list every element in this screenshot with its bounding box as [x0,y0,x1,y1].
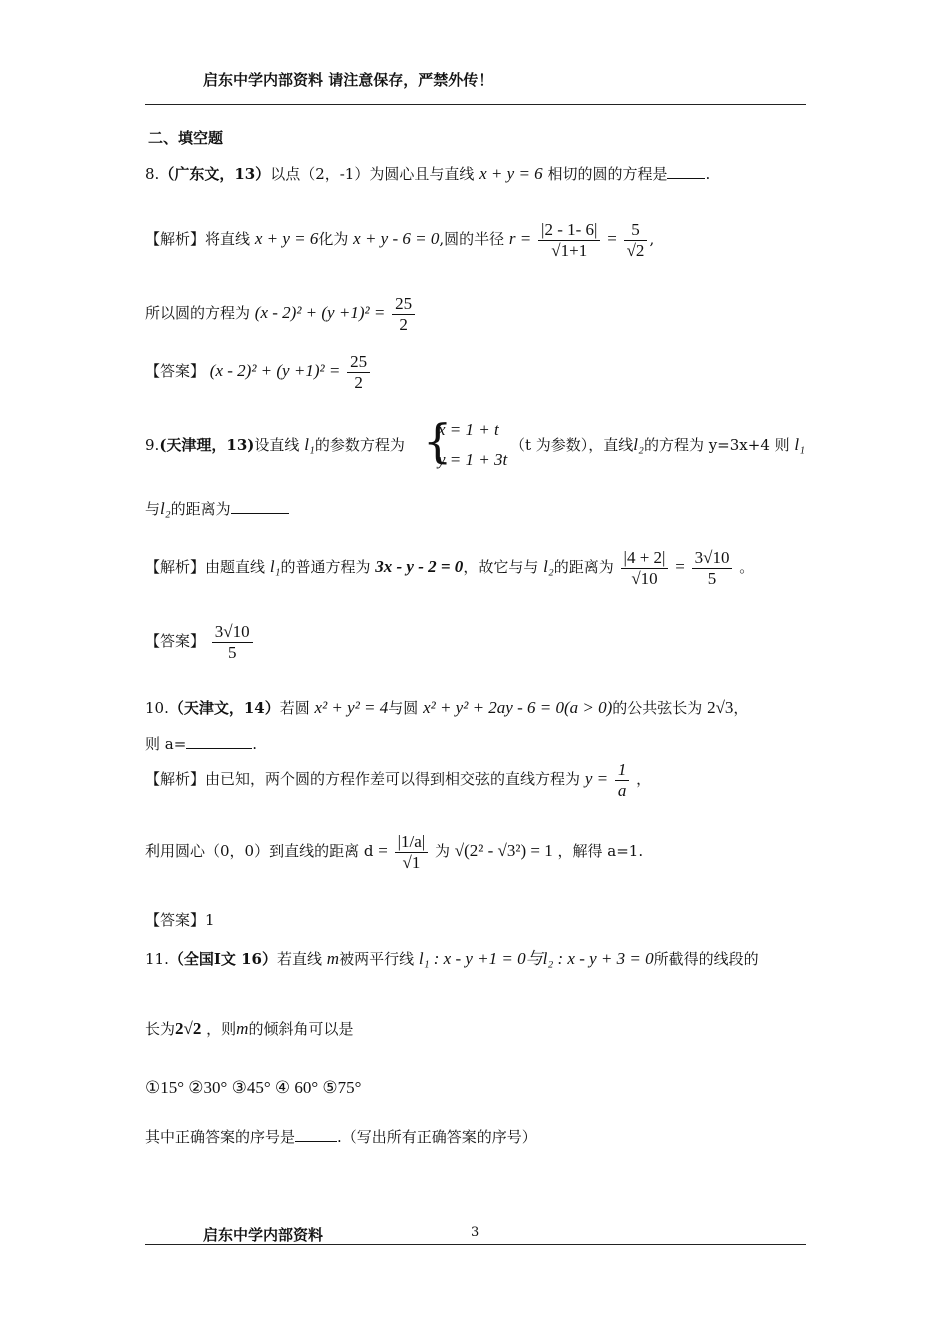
q8-circle-equation: 所以圆的方程为 (x - 2)² + (y +1)² = $\frac{25}{2}$ [145,294,417,334]
section-title: 二、填空题 [148,129,224,147]
q10-analysis-line2: 利用圆心（0，0）到直线的距离 d = $\frac{|1/a|}{√1}$ 为 √(2² - √3²) = 1 ，解得 a=1. [145,832,644,872]
q10-statement: 10.（天津文，14）若圆 x² + y² = 4与圆 x² + y² + 2ay - 6 = 0(a > 0)的公共弦长为 2√3， [145,698,749,717]
header-rule [145,104,806,105]
q11-statement-line2: 长为2√2 ，则m的倾斜角可以是 [145,1019,354,1038]
q8-analysis: 【解析】将直线 x + y = 6化为 x + y - 6 = 0,圆的半径 r = $\frac{|2 - 1- 6|}{√1+1}$ = $\frac{5}{√2}$ , [145,220,655,260]
q11-statement: 11.（全国Ⅰ文 16）若直线 m被两平行线 l₁ : x - y +1 = 0与l₂ : x - y + 3 = 0所截得的线段的 [145,949,759,968]
q9-answer: 【答案】 $\frac{3√10}{5}$ [145,622,255,662]
q11-options: ①15° ②30° ③45° ④ 60° ⑤75° [145,1078,362,1097]
q10-answer: 【答案】1 [145,911,215,929]
page-footer: 启东中学内部资料 [203,1226,324,1244]
q9-statement-suffix: （t 为参数），直线l₂的方程为 y=3x+4 则 l₁ [510,435,806,454]
q9-statement-prefix: 9.(天津理，13)设直线 l₁的参数方程为 [145,435,405,454]
q9-system-brace: { [423,414,453,468]
q9-system-line1: x = 1 + t [438,420,499,439]
q9-system-line2: y = 1 + 3t [438,450,508,469]
page-number: 3 [471,1225,480,1240]
q10-statement-line2: 则 a= . [145,735,258,753]
q9-analysis: 【解析】由题直线 l₁的普通方程为 3x - y - 2 = 0，故它与与 l₂的距离为 $\frac{|4 + 2|}{√10}$ = $\frac{3√10}{5}$ 。 [145,548,755,588]
q10-analysis: 【解析】由已知，两个圆的方程作差可以得到相交弦的直线方程为 y = $\frac{1}{a}$ ， [145,760,652,800]
footer-rule [145,1244,806,1245]
q11-statement-line4: 其中正确答案的序号是 .（写出所有正确答案的序号） [145,1128,537,1146]
q8-answer: 【答案】 (x - 2)² + (y +1)² = $\frac{25}{2}$ [145,352,372,392]
q9-statement-line2: 与l₂的距离为 [145,498,289,519]
q8-statement: 8.（广东文，13）以点（2，-1）为圆心且与直线 x + y = 6 相切的圆的方程是 . [145,164,711,183]
page-header: 启东中学内部资料 请注意保存，严禁外传！ [203,71,494,89]
